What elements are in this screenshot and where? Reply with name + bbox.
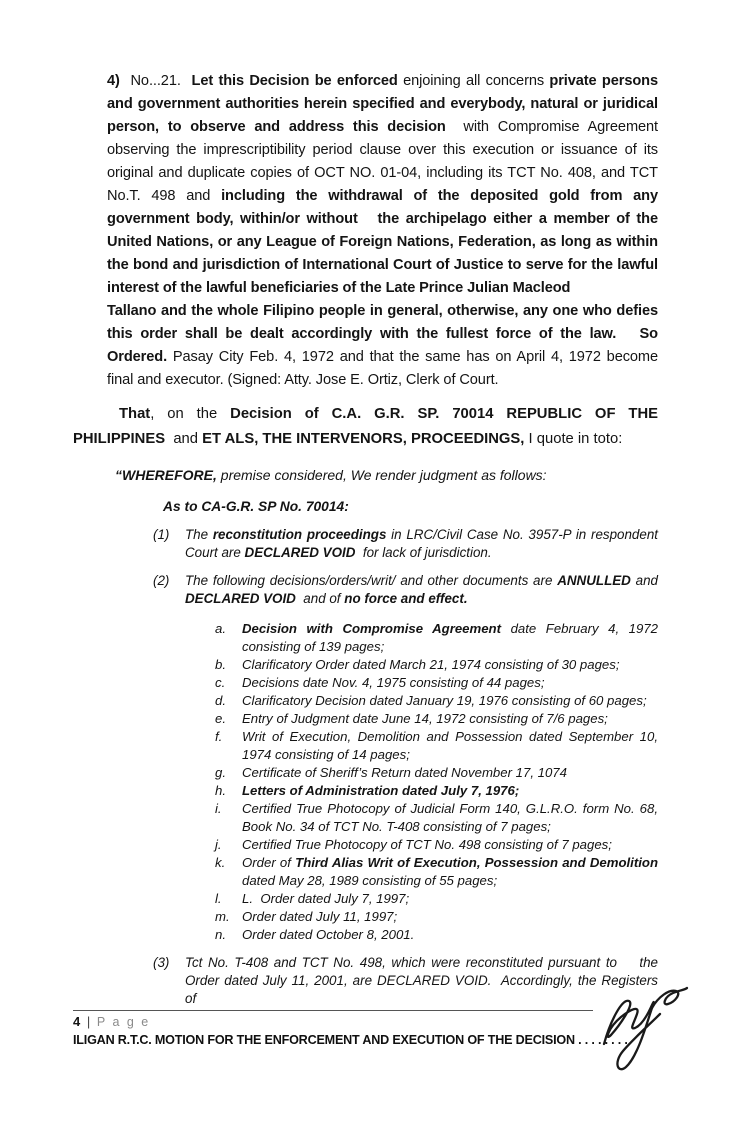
- lettered-item-d: [215, 692, 658, 710]
- item-text: The following decisions/orders/writ/ and other documents are ANNULLED and DECLARED VOID and of no force and effect.: [185, 573, 658, 606]
- item-letter: j.: [215, 837, 222, 852]
- item-letter: f.: [215, 729, 223, 744]
- item-text: L. Order dated July 7, 1997;: [242, 891, 410, 906]
- item-letter: h.: [215, 783, 226, 798]
- page-number: 4: [73, 1014, 81, 1029]
- item-letter: d.: [215, 693, 226, 708]
- item-letter: n.: [215, 927, 226, 942]
- lettered-item-h: [215, 782, 658, 800]
- item-text: Order of Third Alias Writ of Execution, Possession and Demolition dated May 28, 1989 consisting of 55 pages;: [242, 855, 658, 888]
- item-text: Decisions date Nov. 4, 1975 consisting of 44 pages;: [242, 675, 545, 690]
- quote-wherefore: “WHEREFORE, premise considered, We render judgment as follows:: [115, 467, 547, 483]
- lettered-list: [215, 620, 658, 944]
- page-word: P a g e: [96, 1015, 151, 1029]
- lettered-item-k: [215, 854, 658, 890]
- item-text: Order dated October 8, 2001.: [242, 927, 415, 942]
- item-text: Letters of Administration dated July 7, 1976;: [242, 783, 520, 798]
- lettered-item-f: [215, 728, 658, 764]
- lettered-item-j: [215, 836, 658, 854]
- numbered-item-2: [153, 572, 658, 608]
- page-footer: [73, 1010, 628, 1048]
- lettered-item-e: [215, 710, 658, 728]
- item-text: Entry of Judgment date June 14, 1972 consisting of 7/6 pages;: [242, 711, 608, 726]
- lettered-item-g: [215, 764, 658, 782]
- item-text: Decision with Compromise Agreement date February 4, 1972 consisting of 139 pages;: [242, 621, 658, 654]
- lettered-item-n: [215, 926, 658, 944]
- lettered-item-b: [215, 656, 658, 674]
- footer-running-title: ILIGAN R.T.C. MOTION FOR THE ENFORCEMENT AND EXECUTION OF THE DECISION . . . . . . . .: [73, 1033, 628, 1047]
- document-body: [73, 70, 658, 1008]
- item-number: (2): [153, 573, 170, 588]
- lettered-item-m: [215, 908, 658, 926]
- lettered-item-i: [215, 800, 658, 836]
- item-text: Certified True Photocopy of Judicial Form 140, G.L.R.O. form No. 68, Book No. 34 of TCT No. T-408 consisting of 7 pages;: [242, 801, 658, 834]
- page-number-separator: |: [86, 1014, 91, 1029]
- numbered-item-3: [153, 954, 658, 1008]
- item-text: Certificate of Sheriff’s Return dated November 17, 1074: [242, 765, 567, 780]
- item-text: Clarificatory Order dated March 21, 1974 consisting of 30 pages;: [242, 657, 620, 672]
- item-letter: l.: [215, 891, 222, 906]
- item-text: Tct No. T-408 and TCT No. 498, which were reconstituted pursuant to the Order dated July 11, 2001, are DECLARED VOID. Accordingly, the Registers of: [185, 955, 658, 1006]
- item-text: Clarificatory Decision dated January 19, 1976 consisting of 60 pages;: [242, 693, 647, 708]
- para-decision-reference: That, on the Decision of C.A. G.R. SP. 70014 REPUBLIC OF THE PHILIPPINES and ET ALS, THE INTERVENORS, PROCEEDINGS, I quote in toto:: [73, 406, 658, 447]
- item-number: (1): [153, 527, 170, 542]
- item-letter: k.: [215, 855, 226, 870]
- signature-scribble: [588, 968, 703, 1078]
- item-number: (3): [153, 955, 170, 970]
- item-letter: b.: [215, 657, 226, 672]
- lettered-item-a: [215, 620, 658, 656]
- item-text: Writ of Execution, Demolition and Possession dated September 10, 1974 consisting of 14 pages;: [242, 729, 658, 762]
- heading-as-to-case: As to CA-G.R. SP No. 70014:: [163, 499, 349, 514]
- item-letter: e.: [215, 711, 226, 726]
- item-letter: m.: [215, 909, 230, 924]
- page-number-line: [73, 1014, 593, 1030]
- para-enforcement-order: 4) No...21. Let this Decision be enforced enjoining all concerns private persons and government authorities herein specified and everybody, natural or juridical person, to observe and address this decision with Compromise Agreement observing the imprescriptibility period clause over this execution or issuance of its original and duplicate copies of OCT NO. 01-04, including its TCT No. 408, and TCT No.T. 498 and including the withdrawal of the deposited gold from any government body, within/or without the archipelago either a member of the United Nations, or any League of Foreign Nations, Federation, as long as within the bond and jurisdiction of International Court of Justice to serve for the lawful interest of the lawful beneficiaries of the Late Prince Julian Macleod Tallano and the whole Filipino people in general, otherwise, any one who defies this order shall be dealt accordingly with the fullest force of the law. So Ordered. Pasay City Feb. 4, 1972 and that the same has on April 4, 1972 become final and executor. (Signed: Atty. Jose E. Ortiz, Clerk of Court.: [107, 73, 658, 388]
- lettered-item-l: [215, 890, 658, 908]
- item-letter: c.: [215, 675, 226, 690]
- item-text: Order dated July 11, 1997;: [242, 909, 398, 924]
- item-letter: a.: [215, 621, 226, 636]
- item-text: The reconstitution proceedings in LRC/Civil Case No. 3957-P in respondent Court are DECLARED VOID for lack of jurisdiction.: [185, 527, 658, 560]
- lettered-item-c: [215, 674, 658, 692]
- item-text: Certified True Photocopy of TCT No. 498 consisting of 7 pages;: [242, 837, 612, 852]
- item-letter: i.: [215, 801, 222, 816]
- numbered-item-1: [153, 526, 658, 562]
- item-letter: g.: [215, 765, 226, 780]
